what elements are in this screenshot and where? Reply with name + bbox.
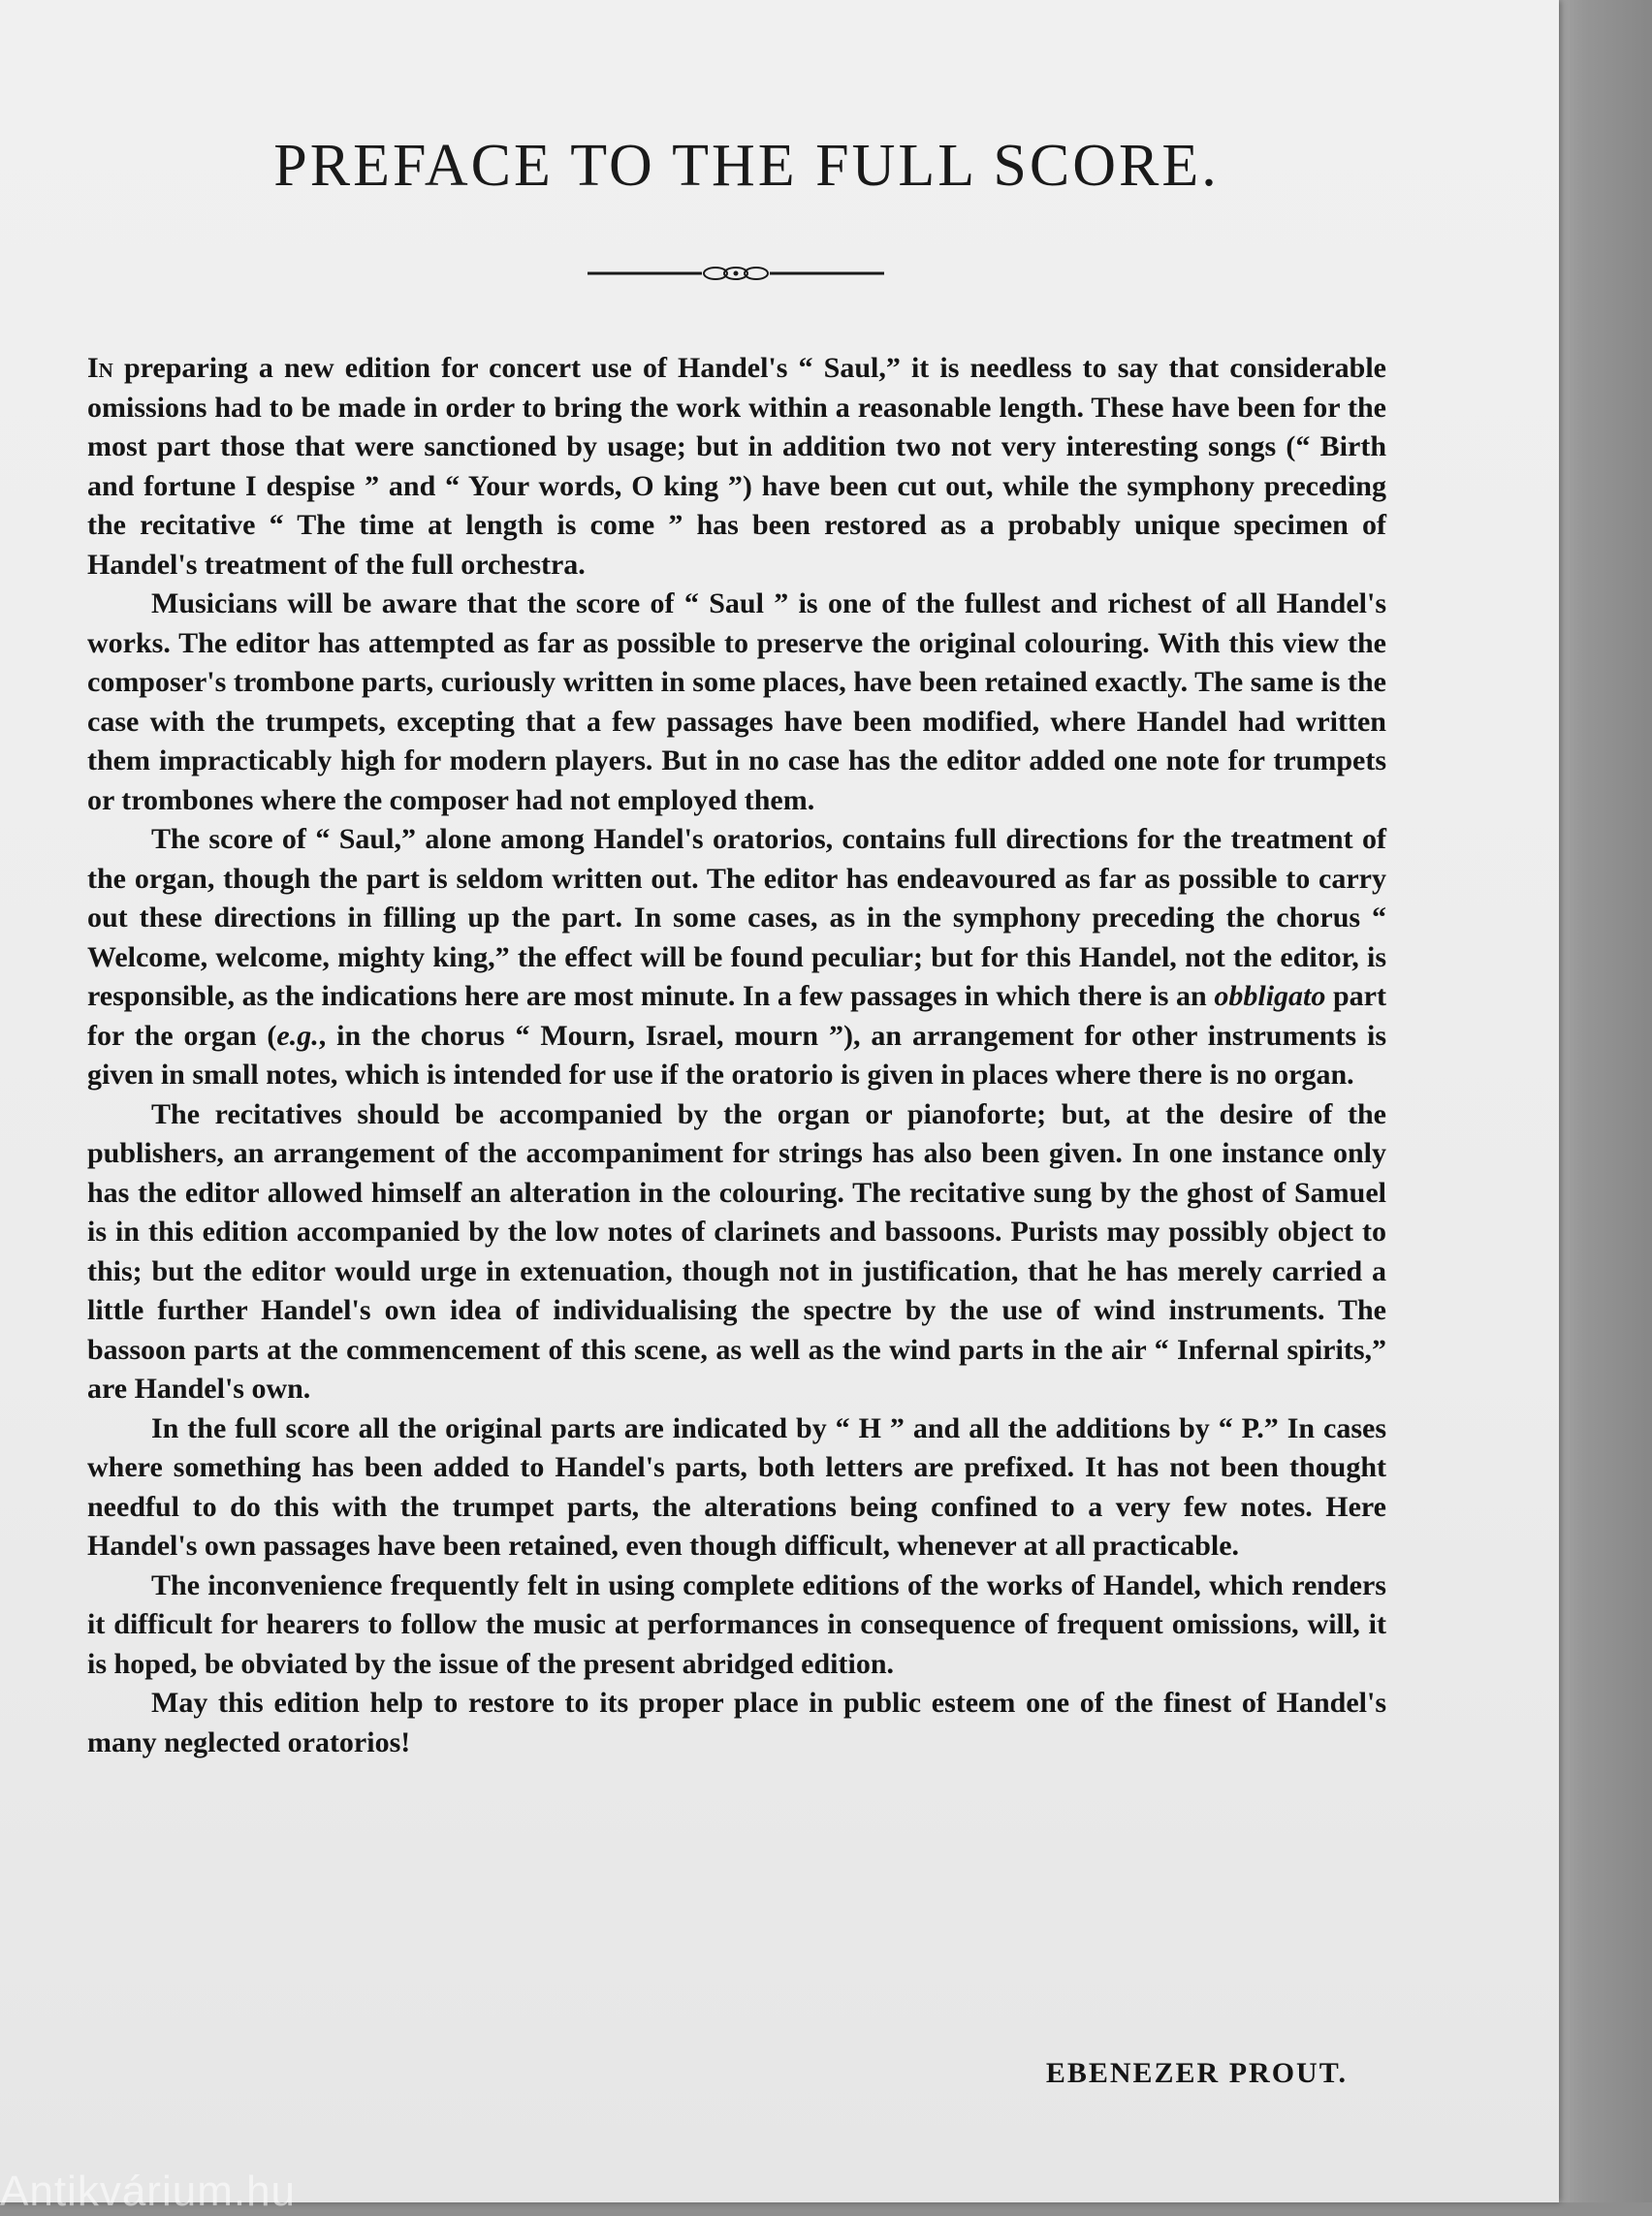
preface-body: [87, 349, 1386, 1762]
background-surface: [1551, 0, 1652, 2202]
signature: EBENEZER PROUT.: [1045, 2057, 1348, 2089]
paragraph-7: May this edition help to restore to its proper place in public esteem one of the finest of Handel's many neglected oratorios!: [87, 1687, 1386, 1758]
paragraph-dropcap: In: [87, 352, 113, 384]
paragraph-6: The inconvenience frequently felt in using complete editions of the works of Handel, which renders it difficult for hearers to follow the music at performances in consequence of frequent omissions, will, it is hoped, be obviated by the issue of the present abridged edition.: [87, 1568, 1386, 1680]
paragraph-3-text-a: The score of “ Saul,” alone among Handel's oratorios, contains full directions for the treatment of the organ, though the part is seldom written out. The editor has endeavoured as far as possible to carry out these directions in filling up the part. In some cases, as in the symphony preceding the chorus “ Welcome, welcome, mighty king,” the effect will be found peculiar; but for this Handel, not the editor, is responsible, as the indications here are most minute. In a few passages in which there is an: [87, 823, 1386, 1012]
paragraph-4: The recitatives should be accompanied by the organ or pianoforte; but, at the desire of the publishers, an arrangement of the accompaniment for strings has also been given. In one instance only has the editor allowed himself an alteration in the colouring. The recitative sung by the ghost of Samuel is in this edition accompanied by the low notes of clarinets and bassoons. Purists may possibly object to this; but the editor would urge in extenuation, though not in justification, that he has merely carried a little further Handel's own idea of individualising the spectre by the use of wind instruments. The bassoon parts at the commencement of this scene, as well as the wind parts in the air “ Infernal spirits,” are Handel's own.: [87, 1097, 1386, 1405]
paragraph-2: Musicians will be aware that the score of “ Saul ” is one of the fullest and richest of all Handel's works. The editor has attempted as far as possible to preserve the original colouring. With this view the composer's trombone parts, curiously written in some places, have been retained exactly. The same is the case with the trumpets, excepting that a few passages have been modified, where Handel had written them impracticably high for modern players. But in no case has the editor added one note for trumpets or trombones where the composer had not employed them.: [87, 587, 1386, 816]
page-title: PREFACE TO THE FULL SCORE.: [273, 133, 1220, 199]
paragraph-3-text-c: , in the chorus “ Mourn, Israel, mourn ”), an arrangement for other instruments is given in small notes, which is intended for use if the oratorio is given in places where there is no organ.: [87, 1019, 1386, 1091]
paragraph-5: In the full score all the original parts are indicated by “ H ” and all the additions by “ P.” In cases where something has been added to Handel's parts, both letters are prefixed. It has not been thought needful to do this with the trumpet parts, the alterations being confined to a very few notes. Here Handel's own passages have been retained, even though difficult, whenever at all practicable.: [87, 1411, 1386, 1562]
paragraph-3-italic-eg: e.g.: [276, 1019, 319, 1052]
paragraph-3-italic-obbligato: obbligato: [1214, 980, 1326, 1012]
title-ornament-divider: [588, 262, 884, 285]
watermark: Antikvárium.hu: [0, 2168, 297, 2215]
paragraph-1-text: preparing a new edition for concert use of Handel's “ Saul,” it is needless to say that considerable omissions had to be made in order to bring the work within a reasonable length. These have been for the most part those that were sanctioned by usage; but in addition two not very interesting songs (“ Birth and fortune I despise ” and “ Your words, O king ”) have been cut out, while the symphony preceding the recitative “ The time at length is come ” has been restored as a probably unique specimen of Handel's treatment of the full orchestra.: [87, 352, 1386, 581]
paragraph-3-text-b: part for the organ (: [87, 980, 1386, 1052]
paragraph-1: [87, 349, 1386, 585]
paragraph-3: [87, 820, 1386, 1095]
